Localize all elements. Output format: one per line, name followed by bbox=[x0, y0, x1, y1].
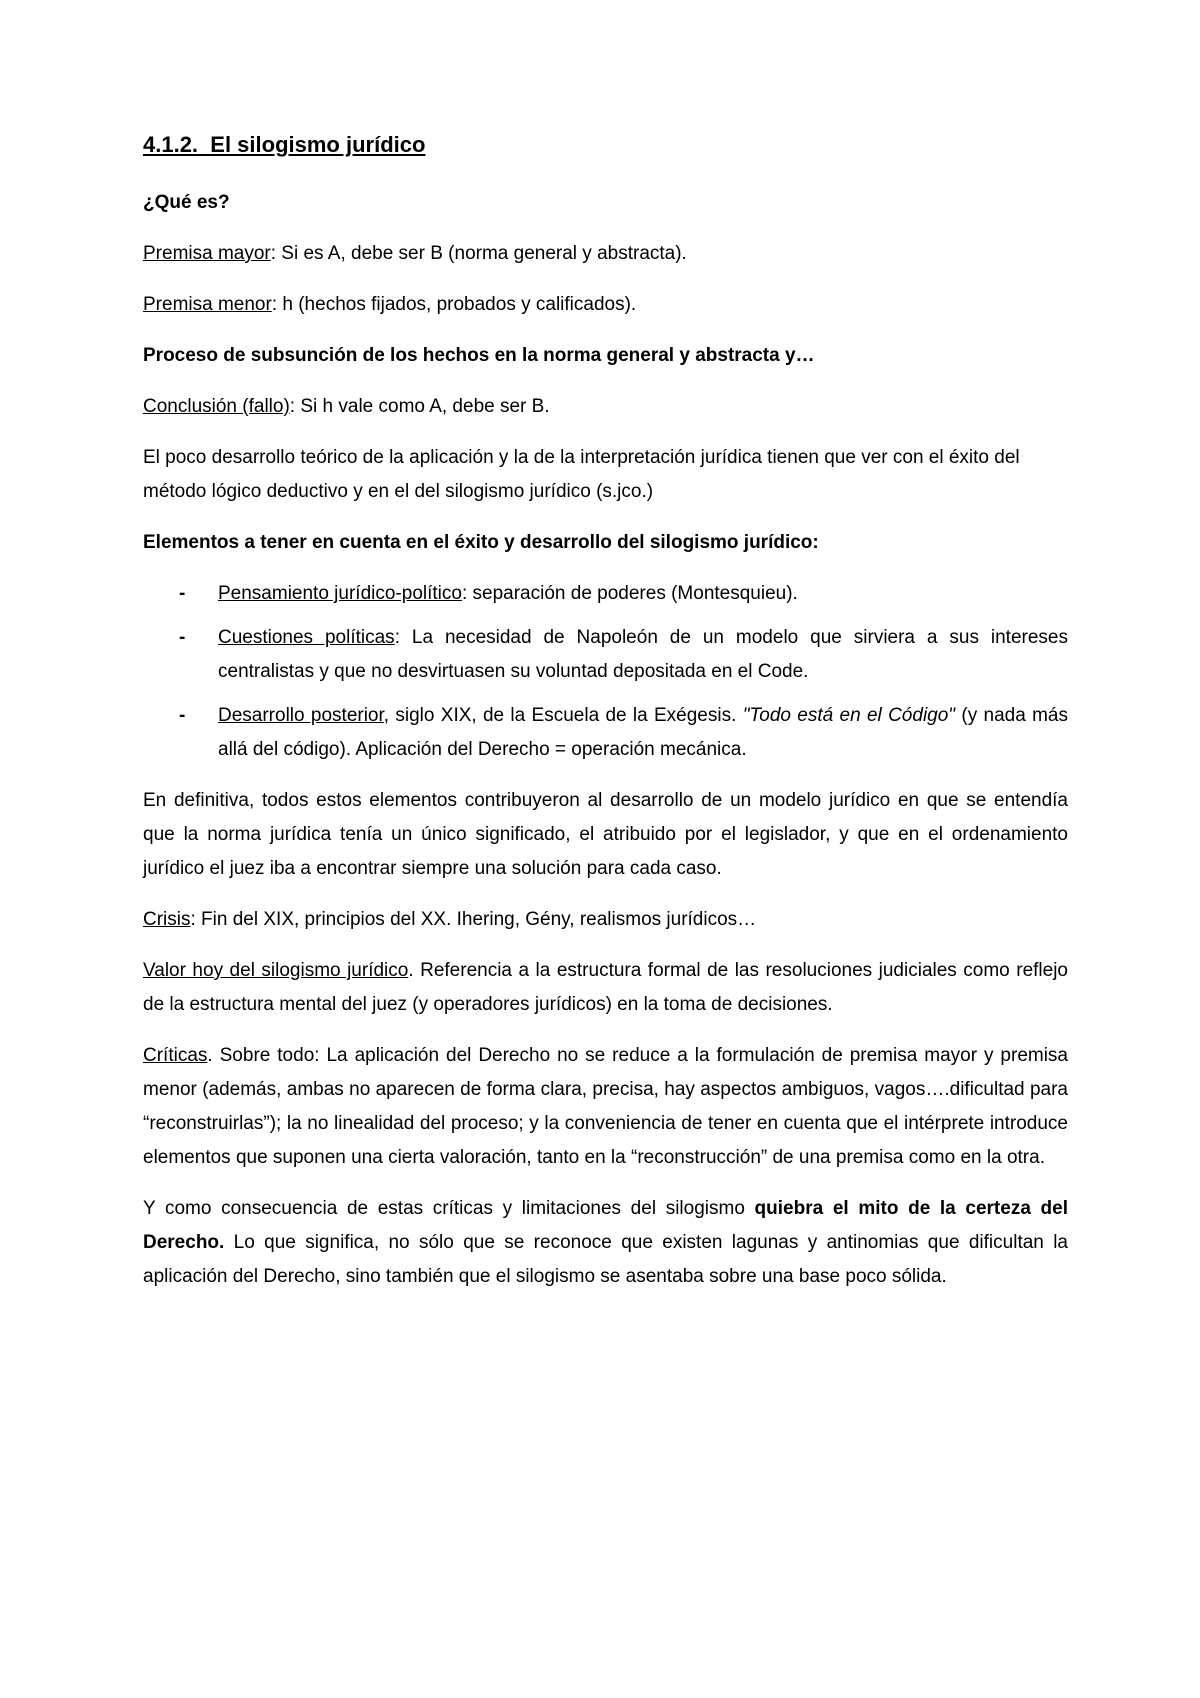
valor-hoy-label: Valor hoy del silogismo jurídico bbox=[143, 960, 409, 981]
list-dash: - bbox=[179, 583, 186, 604]
list-dash: - bbox=[179, 627, 186, 648]
criticas-paragraph bbox=[143, 1039, 1068, 1175]
list-item bbox=[143, 699, 1068, 767]
criticas-label: Críticas bbox=[143, 1045, 208, 1066]
valor-hoy-paragraph bbox=[143, 954, 1068, 1022]
list-item-quote: "Todo está en el Código" bbox=[742, 705, 956, 726]
section-title: El silogismo jurídico bbox=[210, 132, 426, 157]
elementos-list bbox=[143, 577, 1068, 767]
criticas-text: . Sobre todo: La aplicación del Derecho no se reduce a la formulación de premisa mayor y premisa menor (además, ambas no aparecen de forma clara, precisa, hay aspectos ambiguos, vagos….dificultad para “reconstruirlas”); la no linealidad del proceso; y la conveniencia de tener en cuenta que el intérprete introduce elementos que suponen una cierta valoración, tanto en la “reconstrucción” de una premisa como en la otra. bbox=[143, 1045, 1068, 1168]
section-heading bbox=[143, 128, 1068, 162]
conclusion-label: Conclusión (fallo) bbox=[143, 396, 290, 417]
list-item-label: Pensamiento jurídico-político bbox=[218, 583, 462, 604]
final-text-after: Lo que significa, no sólo que se reconoce que existen lagunas y antinomias que dificultan la aplicación del Derecho, sino también que el silogismo se asentaba sobre una base poco sólida. bbox=[143, 1232, 1068, 1287]
final-text-before: Y como consecuencia de estas críticas y limitaciones del silogismo bbox=[143, 1198, 755, 1219]
list-item-label: Desarrollo posterior bbox=[218, 705, 384, 726]
conclusion-text: : Si h vale como A, debe ser B. bbox=[289, 396, 550, 417]
premisa-menor-label: Premisa menor bbox=[143, 294, 272, 315]
proceso-paragraph: Proceso de subsunción de los hechos en la norma general y abstracta y… bbox=[143, 345, 815, 366]
list-item-text: : separación de poderes (Montesquieu). bbox=[461, 583, 798, 604]
premisa-mayor-paragraph bbox=[143, 237, 1068, 271]
list-item bbox=[143, 577, 1068, 611]
crisis-paragraph bbox=[143, 903, 1068, 937]
definitiva-paragraph: En definitiva, todos estos elementos contribuyeron al desarrollo de un modelo jurídico en que se entendía que la norma jurídica tenía un único significado, el atribuido por el legislador, y que en el ordenamiento jurídico el juez iba a encontrar siempre una solución para cada caso. bbox=[143, 790, 1068, 879]
crisis-text: : Fin del XIX, principios del XX. Ihering, Gény, realismos jurídicos… bbox=[190, 909, 757, 930]
list-item-text: : La necesidad de Napoleón de un modelo que sirviera a sus intereses centralistas y que no desvirtuasen su voluntad depositada en el Code. bbox=[218, 627, 1068, 682]
final-bold-text: quiebra el mito de la certeza del Derecho. bbox=[143, 1198, 1068, 1253]
section-number: 4.1.2. bbox=[143, 132, 199, 157]
elementos-heading: Elementos a tener en cuenta en el éxito y desarrollo del silogismo jurídico: bbox=[143, 532, 819, 553]
premisa-menor-paragraph bbox=[143, 288, 1068, 322]
crisis-label: Crisis bbox=[143, 909, 191, 930]
list-item-label: Cuestiones políticas bbox=[218, 627, 395, 648]
desarrollo-paragraph: El poco desarrollo teórico de la aplicación y la de la interpretación jurídica tienen que ver con el éxito del método lógico deductivo y en el del silogismo jurídico (s.jco.) bbox=[143, 447, 1020, 502]
premisa-menor-text: : h (hechos fijados, probados y calificados). bbox=[271, 294, 637, 315]
conclusion-paragraph bbox=[143, 390, 1068, 424]
list-item-text: , siglo XIX, de la Escuela de la Exégesis. bbox=[383, 705, 743, 726]
premisa-mayor-text: : Si es A, debe ser B (norma general y abstracta). bbox=[270, 243, 687, 264]
valor-hoy-text: . Referencia a la estructura formal de las resoluciones judiciales como reflejo de la estructura mental del juez (y operadores jurídicos) en la toma de decisiones. bbox=[143, 960, 1068, 1015]
list-item-text-after: (y nada más allá del código). Aplicación del Derecho = operación mecánica. bbox=[218, 705, 1068, 760]
final-paragraph bbox=[143, 1192, 1068, 1294]
premisa-mayor-label: Premisa mayor bbox=[143, 243, 271, 264]
question-heading: ¿Qué es? bbox=[143, 192, 230, 213]
list-item bbox=[143, 621, 1068, 689]
list-dash: - bbox=[179, 705, 186, 726]
